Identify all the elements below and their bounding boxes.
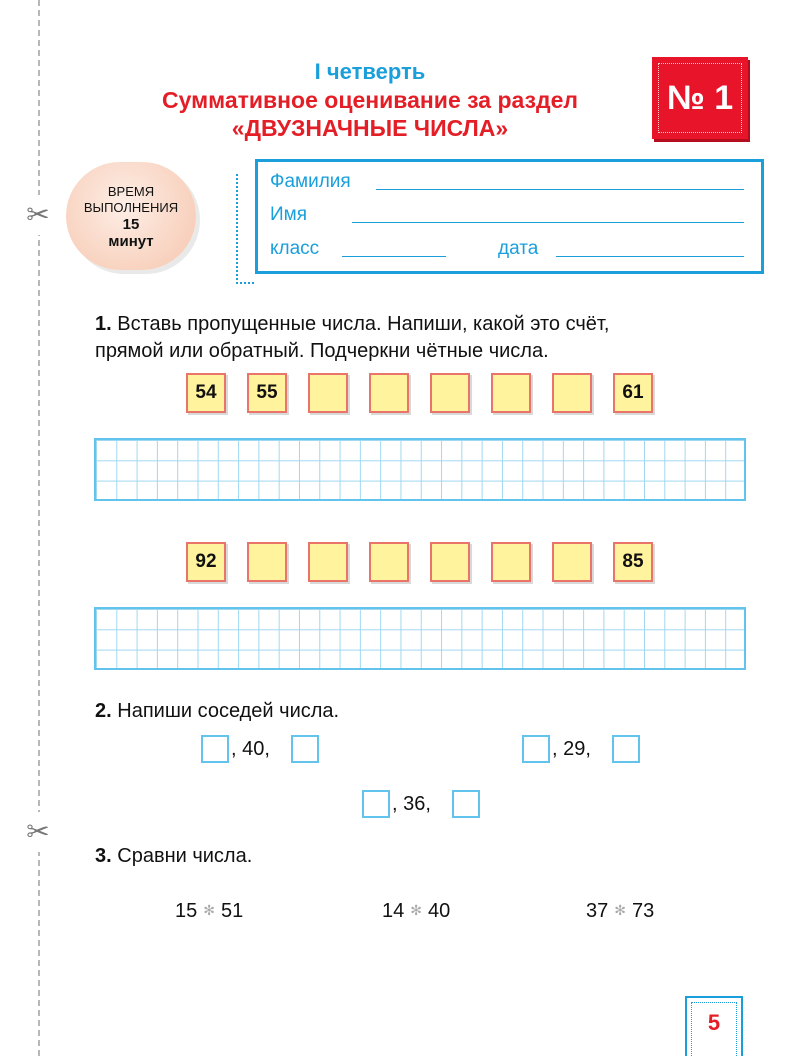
time-label-1: ВРЕМЯ bbox=[107, 184, 155, 199]
task2-text bbox=[95, 697, 339, 725]
compare-right: 73 bbox=[631, 900, 655, 922]
compare-left: 15 bbox=[175, 900, 198, 922]
surname-line[interactable] bbox=[376, 189, 744, 190]
empty-number-cell[interactable] bbox=[369, 373, 409, 413]
test-number: № 1 bbox=[658, 63, 742, 133]
answer-grid-1[interactable] bbox=[94, 438, 746, 501]
task1-line1: Вставь пропущенные числа. Напиши, какой это счёт, bbox=[117, 313, 610, 335]
compare-right: 51 bbox=[220, 900, 244, 922]
compare-placeholder[interactable]: ✻ bbox=[614, 902, 626, 918]
page-number-box bbox=[685, 996, 743, 1056]
neighbor-number-29: , 29, bbox=[552, 738, 591, 760]
name-label: Имя bbox=[270, 204, 308, 225]
empty-number-cell[interactable] bbox=[491, 373, 531, 413]
compare-left: 37 bbox=[586, 900, 609, 922]
neighbor-box-right-36[interactable] bbox=[452, 790, 480, 818]
task3-number: 3. bbox=[95, 845, 112, 867]
empty-number-cell[interactable] bbox=[247, 542, 287, 582]
empty-number-cell[interactable] bbox=[552, 542, 592, 582]
scissors-icon: ✂ bbox=[16, 195, 60, 235]
number-cell: 92 bbox=[186, 542, 226, 582]
quarter-title: I четверть bbox=[314, 59, 426, 84]
time-value: 15 bbox=[122, 216, 140, 233]
compare-pair-1 bbox=[175, 896, 243, 925]
empty-number-cell[interactable] bbox=[369, 542, 409, 582]
time-unit: минут bbox=[108, 233, 154, 250]
class-line[interactable] bbox=[342, 256, 446, 257]
task3-label: Сравни числа. bbox=[117, 845, 253, 867]
neighbor-box-right-29[interactable] bbox=[612, 735, 640, 763]
neighbor-box-right-40[interactable] bbox=[291, 735, 319, 763]
section-title: «ДВУЗНАЧНЫЕ ЧИСЛА» bbox=[231, 115, 509, 141]
number-cell: 55 bbox=[247, 373, 287, 413]
number-cell: 54 bbox=[186, 373, 226, 413]
date-label: дата bbox=[498, 238, 539, 259]
empty-number-cell[interactable] bbox=[491, 542, 531, 582]
scissors-icon: ✂ bbox=[16, 812, 60, 852]
cut-line bbox=[38, 0, 40, 1056]
empty-number-cell[interactable] bbox=[430, 542, 470, 582]
task3-text bbox=[95, 842, 252, 870]
page-number: 5 bbox=[691, 1002, 737, 1056]
neighbor-number-36: , 36, bbox=[392, 793, 431, 815]
time-badge bbox=[66, 162, 196, 270]
empty-number-cell[interactable] bbox=[430, 373, 470, 413]
date-line[interactable] bbox=[556, 256, 744, 257]
empty-number-cell[interactable] bbox=[308, 542, 348, 582]
compare-placeholder[interactable]: ✻ bbox=[410, 902, 422, 918]
decor-dots bbox=[236, 174, 254, 284]
task2-label: Напиши соседей числа. bbox=[117, 700, 340, 722]
neighbor-box-left-40[interactable] bbox=[201, 735, 229, 763]
task1-number: 1. bbox=[95, 313, 112, 335]
class-label: класс bbox=[270, 238, 320, 259]
empty-number-cell[interactable] bbox=[308, 373, 348, 413]
number-cell: 85 bbox=[613, 542, 653, 582]
neighbor-box-left-36[interactable] bbox=[362, 790, 390, 818]
test-number-badge bbox=[652, 57, 748, 139]
task1-text bbox=[95, 310, 609, 338]
compare-pair-2 bbox=[382, 896, 450, 925]
compare-placeholder[interactable]: ✻ bbox=[203, 902, 215, 918]
compare-pair-3 bbox=[586, 896, 654, 925]
time-label-2: ВЫПОЛНЕНИЯ bbox=[83, 200, 179, 215]
page-header bbox=[100, 58, 640, 142]
neighbor-box-left-29[interactable] bbox=[522, 735, 550, 763]
task1-line2: прямой или обратный. Подчеркни чётные числа. bbox=[95, 340, 549, 362]
neighbor-number-40: , 40, bbox=[231, 738, 270, 760]
empty-number-cell[interactable] bbox=[552, 373, 592, 413]
name-line[interactable] bbox=[352, 222, 744, 223]
compare-right: 40 bbox=[427, 900, 451, 922]
number-cell: 61 bbox=[613, 373, 653, 413]
task2-number: 2. bbox=[95, 700, 112, 722]
compare-left: 14 bbox=[382, 900, 405, 922]
student-info-box bbox=[255, 159, 764, 274]
assessment-title: Суммативное оценивание за раздел bbox=[162, 87, 578, 113]
surname-label: Фамилия bbox=[270, 171, 351, 192]
answer-grid-2[interactable] bbox=[94, 607, 746, 670]
